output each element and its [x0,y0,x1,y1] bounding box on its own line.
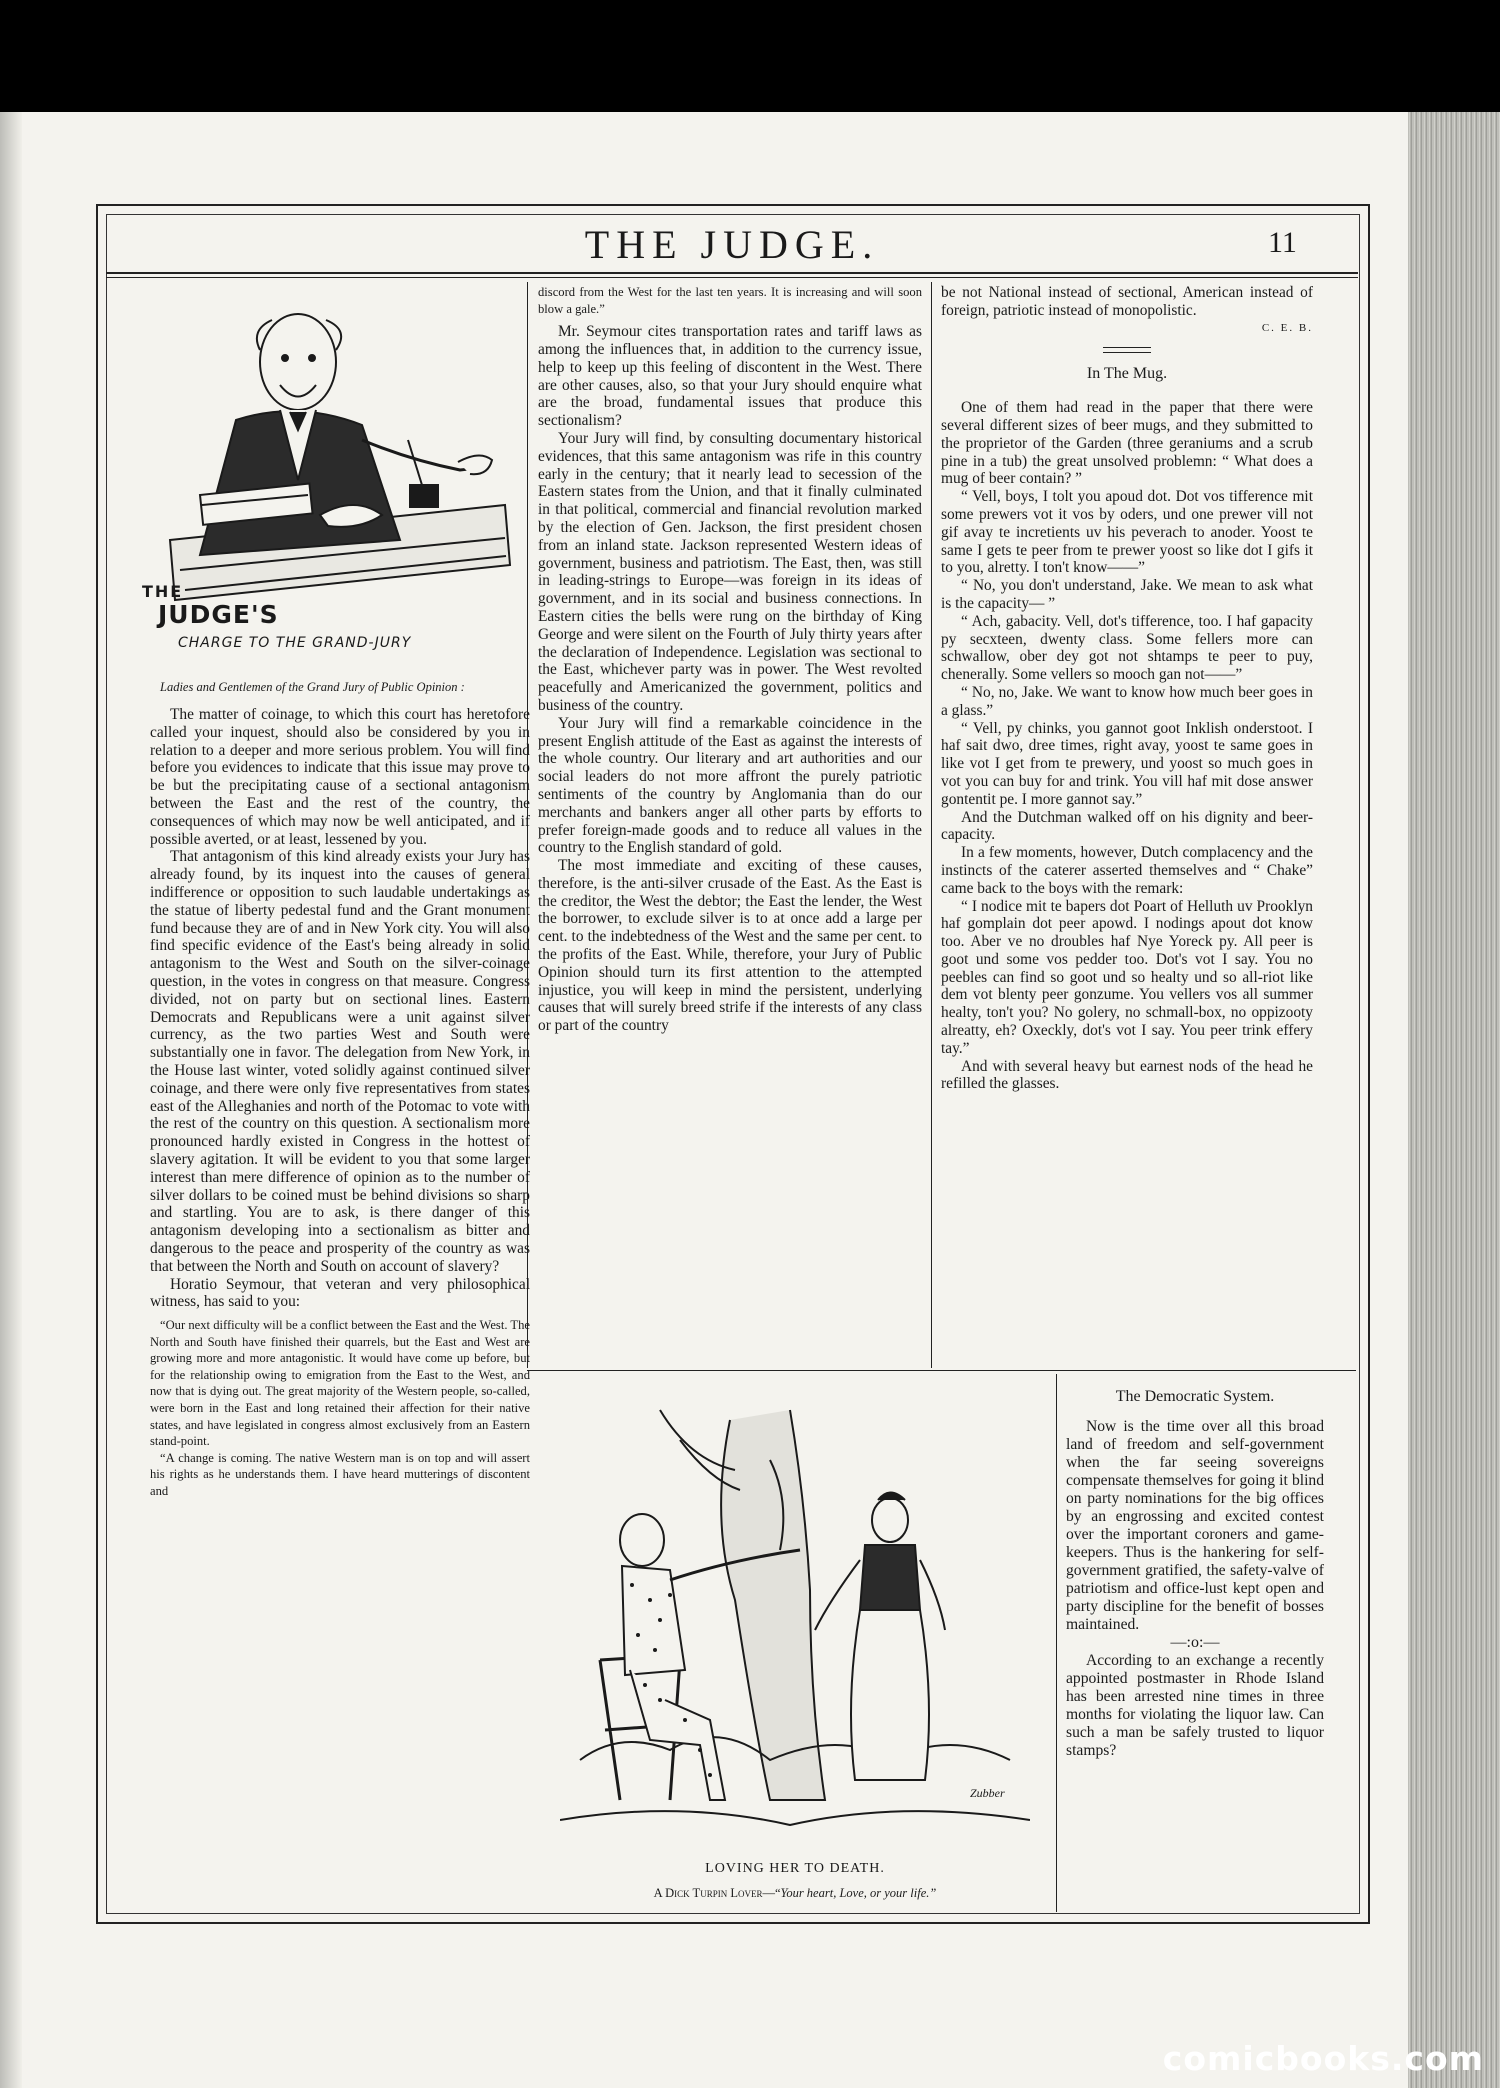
column-rule [1056,1374,1057,1912]
paragraph: “ No, no, Jake. We want to know how much beer goes in a glass.” [941,683,1313,719]
paragraph: And the Dutchman walked off on his dignity and beer-capacity. [941,808,1313,844]
column-2 [538,284,922,1035]
caption-quote: Your heart, Love, or your life.” [780,1886,937,1900]
paragraph: That antagonism of this kind already exists your Jury has already found, by its inquest into the causes of general indifference or opposition to such laudable undertakings as the statue of liberty pedestal fund and the Grant monument fund because they are of and in New York city. You will also find specific evidence of the East's being already in solid antagonism to the West and South on the silver-coinage question, in the votes in congress on that measure. Congress divided, not on party but on sectional lines. Eastern Democrats and Republicans were a unit against silver currency, as the two parties West and South were substantially one in favor. The delegation from New York, in the House last winter, voted solidly against continued silver coinage, and there were only five representatives from states east of the Alleghanies and north of the Potomac to vote with the rest of the country on this question. A sectionalism more pronounced hardly existed in Congress in the hottest of slavery agitation. It will be evident to you that some larger interest than mere difference of opinion as to the number of silver dollars to be coined must be behind divisions so sharp and startling. You are to ask, is there danger of this antagonism developing into a sectionalism as bitter and dangerous to the peace and prosperity of the country as was that between the North and South on account of slavery? [150,848,530,1275]
paragraph: be not National instead of sectional, American instead of foreign, patriotic instead of monopolistic. [941,284,1313,319]
binding-shadow [0,112,22,2088]
column-3 [941,284,1313,1093]
quote-paragraph: “A change is coming. The native Western man is on top and will assert his rights as he understands them. I have heard mutterings of discontent and [150,1450,530,1499]
signature: C. E. B. [1261,321,1313,334]
quote-end: discord from the West for the last ten years. It is increasing and will soon blow a gale.” [538,285,922,316]
site-watermark: comicbooks.com [1162,2039,1484,2078]
judge-illustration [140,290,515,675]
paragraph: One of them had read in the paper that there were several different sizes of beer mugs, and they submitted to the proprietor of the Garden (three geraniums and a scrub pine in a tub) the great unsolved problemn: “ What does a mug of beer contain? ” [941,399,1313,488]
column-1 [150,678,530,1500]
column-rule [931,282,932,1368]
quote-paragraph: “Our next difficulty will be a conflict between the East and the West. The North and South have finished their quarrels, but the East and West are growing more and more antagonistic. It would have come up before, but for the relationship owing to emigration from the East to the West, and now that is dying out. The great majority of the Western people, so-called, were born in the East and long retained their affection for their native states, and have legislated in congress almost exclusively from an Eastern stand-point. [150,1318,530,1449]
stacked-page-edges [1408,112,1500,2088]
paragraph: “ No, you don't understand, Jake. We mean to ask what is the capacity— ” [941,577,1313,612]
paragraph: The matter of coinage, to which this court has heretofore called your inquest, should also be considered by you in relation to a deeper and more serious problem. You will find before you evidences to indicate that this issue may prove to be but the precipitating cause of a sectional antagonism between the East and the rest of the country, the consequences of which may now be well anticipated, and if possible averted, or at least, lessened by you. [150,706,530,848]
cartoon-top-rule [527,1370,1356,1371]
label-the: THE [142,582,184,601]
masthead-rule-thin [106,277,1358,278]
section-rule [1103,347,1151,353]
paragraph: Your Jury will find, by consulting documentary historical evidences, that this same antagonism was rife in this country early in the century; that it nearly lead to secession of the Eastern states from the Union, and that it finally culminated in that political, commercial and financial revolution marked by the election of Gen. Jackson, the first president chosen from an inland state. Jackson represented Western ideas of government, business and patriotism. The East, then, was still in leading-strings to Europe—was foreign in its ideas of government, and in its social and business connections. In Eastern cities the bells were rung on the birthday of King George and were silent on the Fourth of July thirty years after the declaration of Independence. Legislation was sectional to the East, whichever party was in power. The West revolted peacefully and Americanized the government, politics and business of the country. [538,429,922,714]
masthead-rule [106,272,1358,274]
paragraph: Horatio Seymour, that veteran and very philosophical witness, has said to you: [150,1275,530,1311]
paragraph: The most immediate and exciting of these causes, therefore, is the anti-silver crusade of the East. As the East is the creditor, the West the debtor; the East the lender, the West the borrower, to exclude silver is to at once add a large per cent. to the indebtedness of the West and the same per cent. to the profits of the East. While, therefore, your Jury of Public Opinion should turn its first attention to the attempted injustice, you will keep in mind the persistent, underlying causes that will surely breed strife if the interests of any class or part of the country [538,857,922,1035]
masthead-title: THE JUDGE. [584,222,880,267]
paragraph: “ Ach, gabacity. Vell, dot's tifference, too. I haf gapacity py secxteen, dwenty class. Some fellers more can schwallow, ober dey got not shtamps te peer to puy, chenerally. Some vellers so mooch gan not——” [941,612,1313,684]
paragraph: “ Vell, py chinks, you gannot goot Inklish onderstoot. I haf sait dwo, dree times, right avay, yoost te same goes in like vot I get from te prewery, und yoost so much goes in vot you can buy for and trink. You vill haf mit dose answer gontentit pe. I more gannot say.” [941,719,1313,808]
caption-prefix: A Dick Turpin Lover—“ [653,1886,781,1900]
label-judges: JUDGE'S [158,600,279,629]
page-number: 11 [1268,226,1297,259]
paragraph: Now is the time over all this broad land of freedom and self-government when the far seeing sovereigns compensate themselves for going it blind on party nominations for the big offices by an engrossing and excited contest over the important coroners and game-keepers. Thus is the hankering for self-government gratified, the safety-valve of patriotism and office-lust kept open and party discipline for the benefit of bosses maintained. [1066,1418,1324,1633]
section-title-democratic-system: The Democratic System. [1115,1388,1275,1405]
cartoon-title: LOVING HER TO DEATH. [705,1861,885,1876]
salutation: Ladies and Gentlemen of the Grand Jury of Public Opinion : [160,680,465,694]
paragraph: And with several heavy but earnest nods of the head he refilled the glasses. [941,1057,1313,1093]
cartoon-illustration [560,1400,1030,1850]
paragraph: According to an exchange a recently appointed postmaster in Rhode Island has been arrested nine times in three months for violating the liquor law. Can such a man be safely trusted to liquor stamps? [1066,1652,1324,1759]
cartoon-caption [545,1886,1045,1901]
column-4 [1066,1388,1324,1760]
section-title-in-the-mug: In The Mug. [1086,365,1168,383]
artist-signature: Zubber [970,1786,1005,1800]
separator: —:o:— [1170,1634,1220,1651]
paragraph: “ I nodice mit te bapers dot Poart of Helluth uv Prooklyn haf gomplain dot peer apowd. I nodings apout dot know too. Aber ve no droubles haf Nye Yoreck py. All peer is goot und some vos pedder too. Dot's vot I say. You no peebles can find so goot und so healty und so all-riot like dem vot blenty peer gonzume. You vellers vos all summer healty, ton't you? No golery, no schmall-box, no oppizooty alreatty, eh? Oxeckly, dot's vot I say. You peer trink effery tay.” [941,897,1313,1057]
label-charge: CHARGE TO THE GRAND-JURY [178,635,412,651]
paragraph: “ Vell, boys, I tolt you apoud dot. Dot vos tifference mit some prewers vot it vos by oders, und one prewer vill not gif avay te incretients uv his peverach to anoder. Yoost te same I gets te peer from te prewer yoost so like dot I gifs it to you, alretty. I ton't know——” [941,488,1313,577]
paragraph: Your Jury will find a remarkable coincidence in the present English attitude of the East as against the interests of the whole country. Our literary and art authorities and our social leaders do not more affront the purely patriotic sentiments of the country by Anglomania than do our merchants and bankers anger all other parts by efforts to prefer foreign-made goods and to reduce all values in the country to the English standard of gold. [538,714,922,857]
paragraph: Mr. Seymour cites transportation rates and tariff laws as among the influences that, in addition to the currency issue, help to keep up this feeling of discontent in the West. There are other causes, also, so that your Jury should enquire what are the broad, fundamental issues that produce this sectionalism? [538,323,922,430]
paragraph: In a few moments, however, Dutch complacency and the instincts of the caterer asserted themselves and “ Chake” came back to the boys with the remark: [941,844,1313,897]
seymour-quote [150,1317,530,1500]
